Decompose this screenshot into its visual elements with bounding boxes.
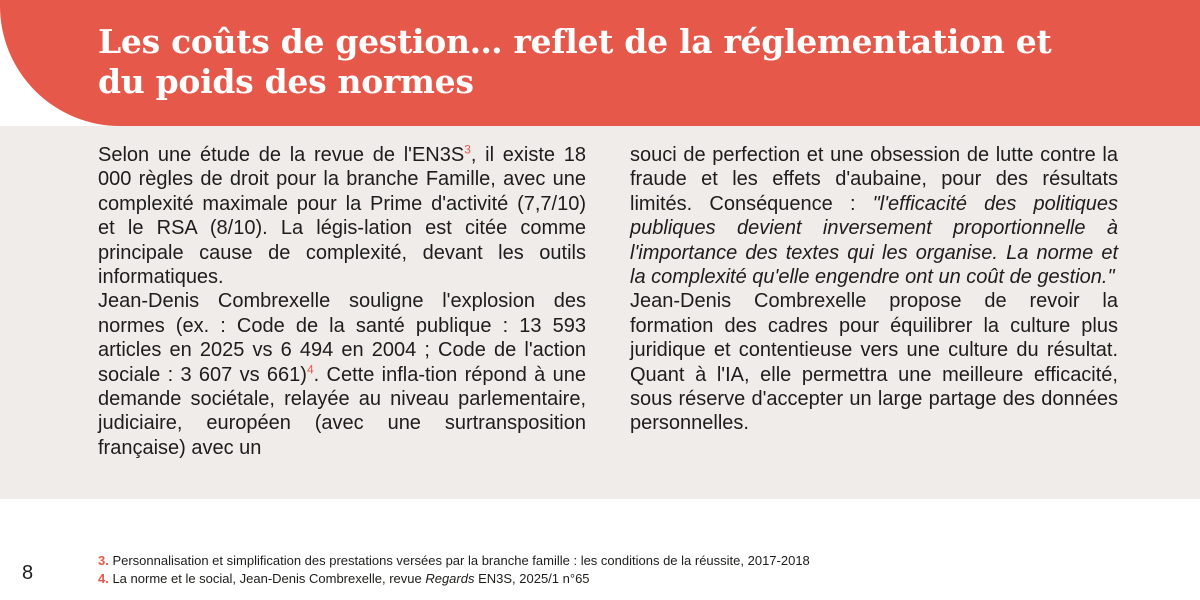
left-paragraph-2	[98, 289, 586, 460]
footnote-3	[98, 552, 810, 570]
footnote-3-number: 3.	[98, 553, 109, 568]
left-p2-text-b: . Cette infla-tion répond à une demande sociétale, relayée au niveau parlementaire, judiciaire, européen (avec une surtransposition française) avec un	[98, 363, 586, 459]
left-p1-text-a: Selon une étude de la revue de l'EN3S	[98, 144, 465, 166]
footnotes	[98, 552, 810, 588]
footnote-3-text: Personnalisation et simplification des prestations versées par la branche famille : les conditions de la réussite, 2017-2018	[108, 553, 810, 568]
right-paragraph-1	[630, 143, 1118, 289]
right-paragraph-2: Jean-Denis Combrexelle propose de revoir la formation des cadres pour équilibrer la culture plus juridique et contentieuse vers une culture du résultat. Quant à l'IA, elle permettra une meilleure efficacité, sous réserve d'accepter un large partage des données personnelles.	[630, 290, 1118, 435]
left-p1-text-b: , il existe 18 000 règles de droit pour la branche Famille, avec une complexité maximale pour la Prime d'activité (7,7/10) et le RSA (8/10). La légis-lation est citée comme principale cause de complexité, devant les outils informatiques.	[98, 144, 587, 289]
footnote-4-italic: Regards	[425, 571, 475, 586]
footnote-4	[98, 570, 810, 588]
title-banner	[0, 0, 1200, 126]
page-title: Les coûts de gestion… reflet de la réglementation et du poids des normes	[98, 22, 1052, 101]
left-paragraph-1	[98, 143, 586, 289]
combrexelle-quote: "l'efficacité des politiques publiques devient inversement proportionnelle à l'importance des textes qui les organise. La norme et la complexité qu'elle engendre ont un coût de gestion."	[630, 192, 1118, 289]
right-p1-text: souci de perfection et une obsession de lutte contre la fraude et les effets d'aubaine, pour des résultats limités. Conséquence :	[630, 144, 1118, 215]
footnote-4-text-a: La norme et le social, Jean-Denis Combrexelle, revue	[108, 571, 426, 586]
page-number: 8	[22, 562, 34, 584]
right-column	[630, 143, 1118, 436]
footnote-ref-4[interactable]: 4	[306, 362, 314, 376]
footnote-ref-3[interactable]: 3	[464, 142, 471, 157]
left-column	[98, 143, 586, 460]
footnote-4-number: 4.	[98, 571, 109, 586]
footnote-4-text-b: EN3S, 2025/1 n°65	[474, 571, 590, 586]
left-p2-text-a: Jean-Denis Combrexelle souligne l'explosion des normes (ex. : Code de la santé publique : 13 593 articles en 2025 vs 6 494 en 2004 ; Code de l'action sociale : 3 607 vs 661)	[98, 290, 586, 386]
